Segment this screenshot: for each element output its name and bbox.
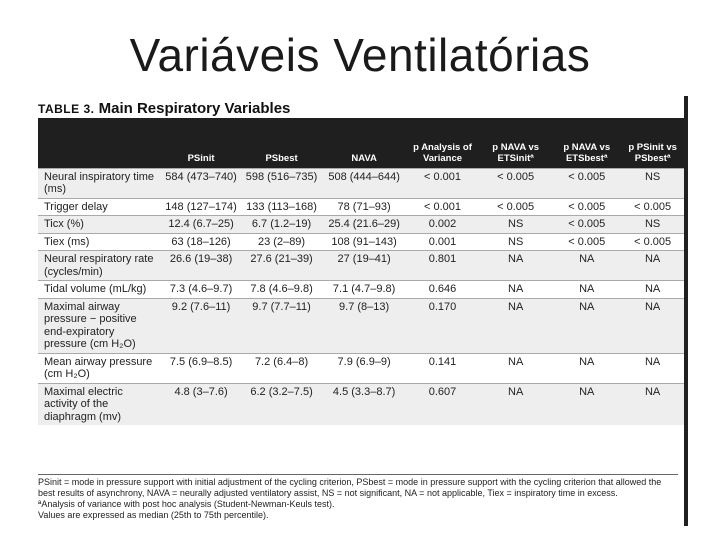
table-row <box>38 353 684 383</box>
cell-psinit: 7.3 (4.6–9.7) <box>161 281 240 299</box>
header-psinit: PSinit <box>161 118 240 168</box>
cell-p-nava-etsinit: NS <box>479 233 552 251</box>
cell-nava: 108 (91–143) <box>322 233 406 251</box>
document-right-edge <box>684 96 688 526</box>
row-label: Maximal airway pressure − positive end-expiratory pressure (cm H₂O) <box>38 298 161 353</box>
table-caption <box>38 100 290 117</box>
cell-psbest: 133 (113–168) <box>241 198 323 216</box>
table-row <box>38 298 684 353</box>
cell-psinit: 584 (473–740) <box>161 168 240 198</box>
cell-p-anova: 0.141 <box>406 353 479 383</box>
row-label: Ticx (%) <box>38 216 161 234</box>
table-row <box>38 383 684 425</box>
cell-nava: 25.4 (21.6–29) <box>322 216 406 234</box>
cell-psbest: 598 (516–735) <box>241 168 323 198</box>
header-nava: NAVA <box>322 118 406 168</box>
cell-p-nava-etsbest: < 0.005 <box>552 198 621 216</box>
cell-psbest: 23 (2–89) <box>241 233 323 251</box>
cell-p-nava-etsbest: < 0.005 <box>552 168 621 198</box>
cell-p-psinit-psbest: NA <box>621 298 684 353</box>
cell-p-psinit-psbest: NA <box>621 353 684 383</box>
row-label: Neural inspiratory time (ms) <box>38 168 161 198</box>
cell-p-anova: 0.170 <box>406 298 479 353</box>
cell-psinit: 9.2 (7.6–11) <box>161 298 240 353</box>
header-p-nava-etsbest: p NAVA vs ETSbestª <box>552 118 621 168</box>
cell-psbest: 6.2 (3.2–7.5) <box>241 383 323 425</box>
cell-psinit: 4.8 (3–7.6) <box>161 383 240 425</box>
footnote-abbreviations: PSinit = mode in pressure support with initial adjustment of the cycling criterion, PSbest = mode in pressure support with the cycling criterion that allowed the best results of asynchrony, NAVA = neurally adjusted ventilatory assist, NS = not significant, NA = not applicable, Tiex = inspiratory time in excess. <box>38 477 662 498</box>
cell-nava: 27 (19–41) <box>322 251 406 281</box>
cell-psbest: 7.2 (6.4–8) <box>241 353 323 383</box>
cell-p-nava-etsinit: NA <box>479 281 552 299</box>
header-variable <box>38 118 161 168</box>
row-label: Trigger delay <box>38 198 161 216</box>
table-header-row <box>38 118 684 168</box>
table-row <box>38 251 684 281</box>
header-p-psinit-psbest: p PSinit vs PSbestª <box>621 118 684 168</box>
cell-psinit: 63 (18–126) <box>161 233 240 251</box>
cell-p-anova: 0.001 <box>406 233 479 251</box>
header-p-nava-etsinit: p NAVA vs ETSinitª <box>479 118 552 168</box>
cell-p-nava-etsinit: NA <box>479 383 552 425</box>
row-label: Tiex (ms) <box>38 233 161 251</box>
cell-p-nava-etsinit: NS <box>479 216 552 234</box>
cell-p-psinit-psbest: NA <box>621 383 684 425</box>
table-row <box>38 168 684 198</box>
table-row <box>38 198 684 216</box>
table-row <box>38 281 684 299</box>
cell-psinit: 148 (127–174) <box>161 198 240 216</box>
row-label: Mean airway pressure (cm H₂O) <box>38 353 161 383</box>
cell-p-anova: 0.607 <box>406 383 479 425</box>
cell-nava: 9.7 (8–13) <box>322 298 406 353</box>
row-label: Tidal volume (mL/kg) <box>38 281 161 299</box>
cell-p-anova: 0.002 <box>406 216 479 234</box>
cell-p-psinit-psbest: NS <box>621 168 684 198</box>
cell-psbest: 27.6 (21–39) <box>241 251 323 281</box>
cell-p-nava-etsinit: < 0.005 <box>479 198 552 216</box>
cell-p-nava-etsbest: < 0.005 <box>552 233 621 251</box>
cell-p-anova: < 0.001 <box>406 168 479 198</box>
table-label: TABLE 3. <box>38 102 95 116</box>
cell-psinit: 26.6 (19–38) <box>161 251 240 281</box>
cell-psinit: 7.5 (6.9–8.5) <box>161 353 240 383</box>
cell-psinit: 12.4 (6.7–25) <box>161 216 240 234</box>
cell-p-nava-etsinit: < 0.005 <box>479 168 552 198</box>
cell-psbest: 6.7 (1.2–19) <box>241 216 323 234</box>
cell-psbest: 7.8 (4.6–9.8) <box>241 281 323 299</box>
cell-p-nava-etsbest: NA <box>552 353 621 383</box>
table-document <box>34 96 684 526</box>
cell-p-nava-etsinit: NA <box>479 251 552 281</box>
table-row <box>38 233 684 251</box>
cell-p-nava-etsbest: NA <box>552 251 621 281</box>
cell-nava: 4.5 (3.3–8.7) <box>322 383 406 425</box>
cell-p-psinit-psbest: NA <box>621 251 684 281</box>
header-psbest: PSbest <box>241 118 323 168</box>
cell-p-psinit-psbest: NA <box>621 281 684 299</box>
cell-p-nava-etsinit: NA <box>479 298 552 353</box>
footnote-analysis: ªAnalysis of variance with post hoc analysis (Student-Newman-Keuls test). <box>38 499 335 509</box>
table-title: Main Respiratory Variables <box>98 100 291 117</box>
slide-title: Variáveis Ventilatórias <box>129 29 591 81</box>
row-label: Neural respiratory rate (cycles/min) <box>38 251 161 281</box>
cell-p-psinit-psbest: NS <box>621 216 684 234</box>
cell-nava: 78 (71–93) <box>322 198 406 216</box>
cell-p-anova: 0.801 <box>406 251 479 281</box>
cell-p-nava-etsbest: < 0.005 <box>552 216 621 234</box>
table-footnotes <box>38 474 678 521</box>
cell-nava: 508 (444–644) <box>322 168 406 198</box>
cell-nava: 7.1 (4.7–9.8) <box>322 281 406 299</box>
cell-p-anova: 0.646 <box>406 281 479 299</box>
cell-p-nava-etsinit: NA <box>479 353 552 383</box>
cell-p-psinit-psbest: < 0.005 <box>621 233 684 251</box>
cell-p-nava-etsbest: NA <box>552 281 621 299</box>
cell-p-nava-etsbest: NA <box>552 298 621 353</box>
cell-p-psinit-psbest: < 0.005 <box>621 198 684 216</box>
row-label: Maximal electric activity of the diaphragm (mv) <box>38 383 161 425</box>
cell-nava: 7.9 (6.9–9) <box>322 353 406 383</box>
respiratory-variables-table <box>38 118 684 425</box>
cell-p-anova: < 0.001 <box>406 198 479 216</box>
cell-p-nava-etsbest: NA <box>552 383 621 425</box>
table-row <box>38 216 684 234</box>
cell-psbest: 9.7 (7.7–11) <box>241 298 323 353</box>
footnote-values: Values are expressed as median (25th to 75th percentile). <box>38 510 269 520</box>
header-p-anova: p Analysis of Variance <box>406 118 479 168</box>
